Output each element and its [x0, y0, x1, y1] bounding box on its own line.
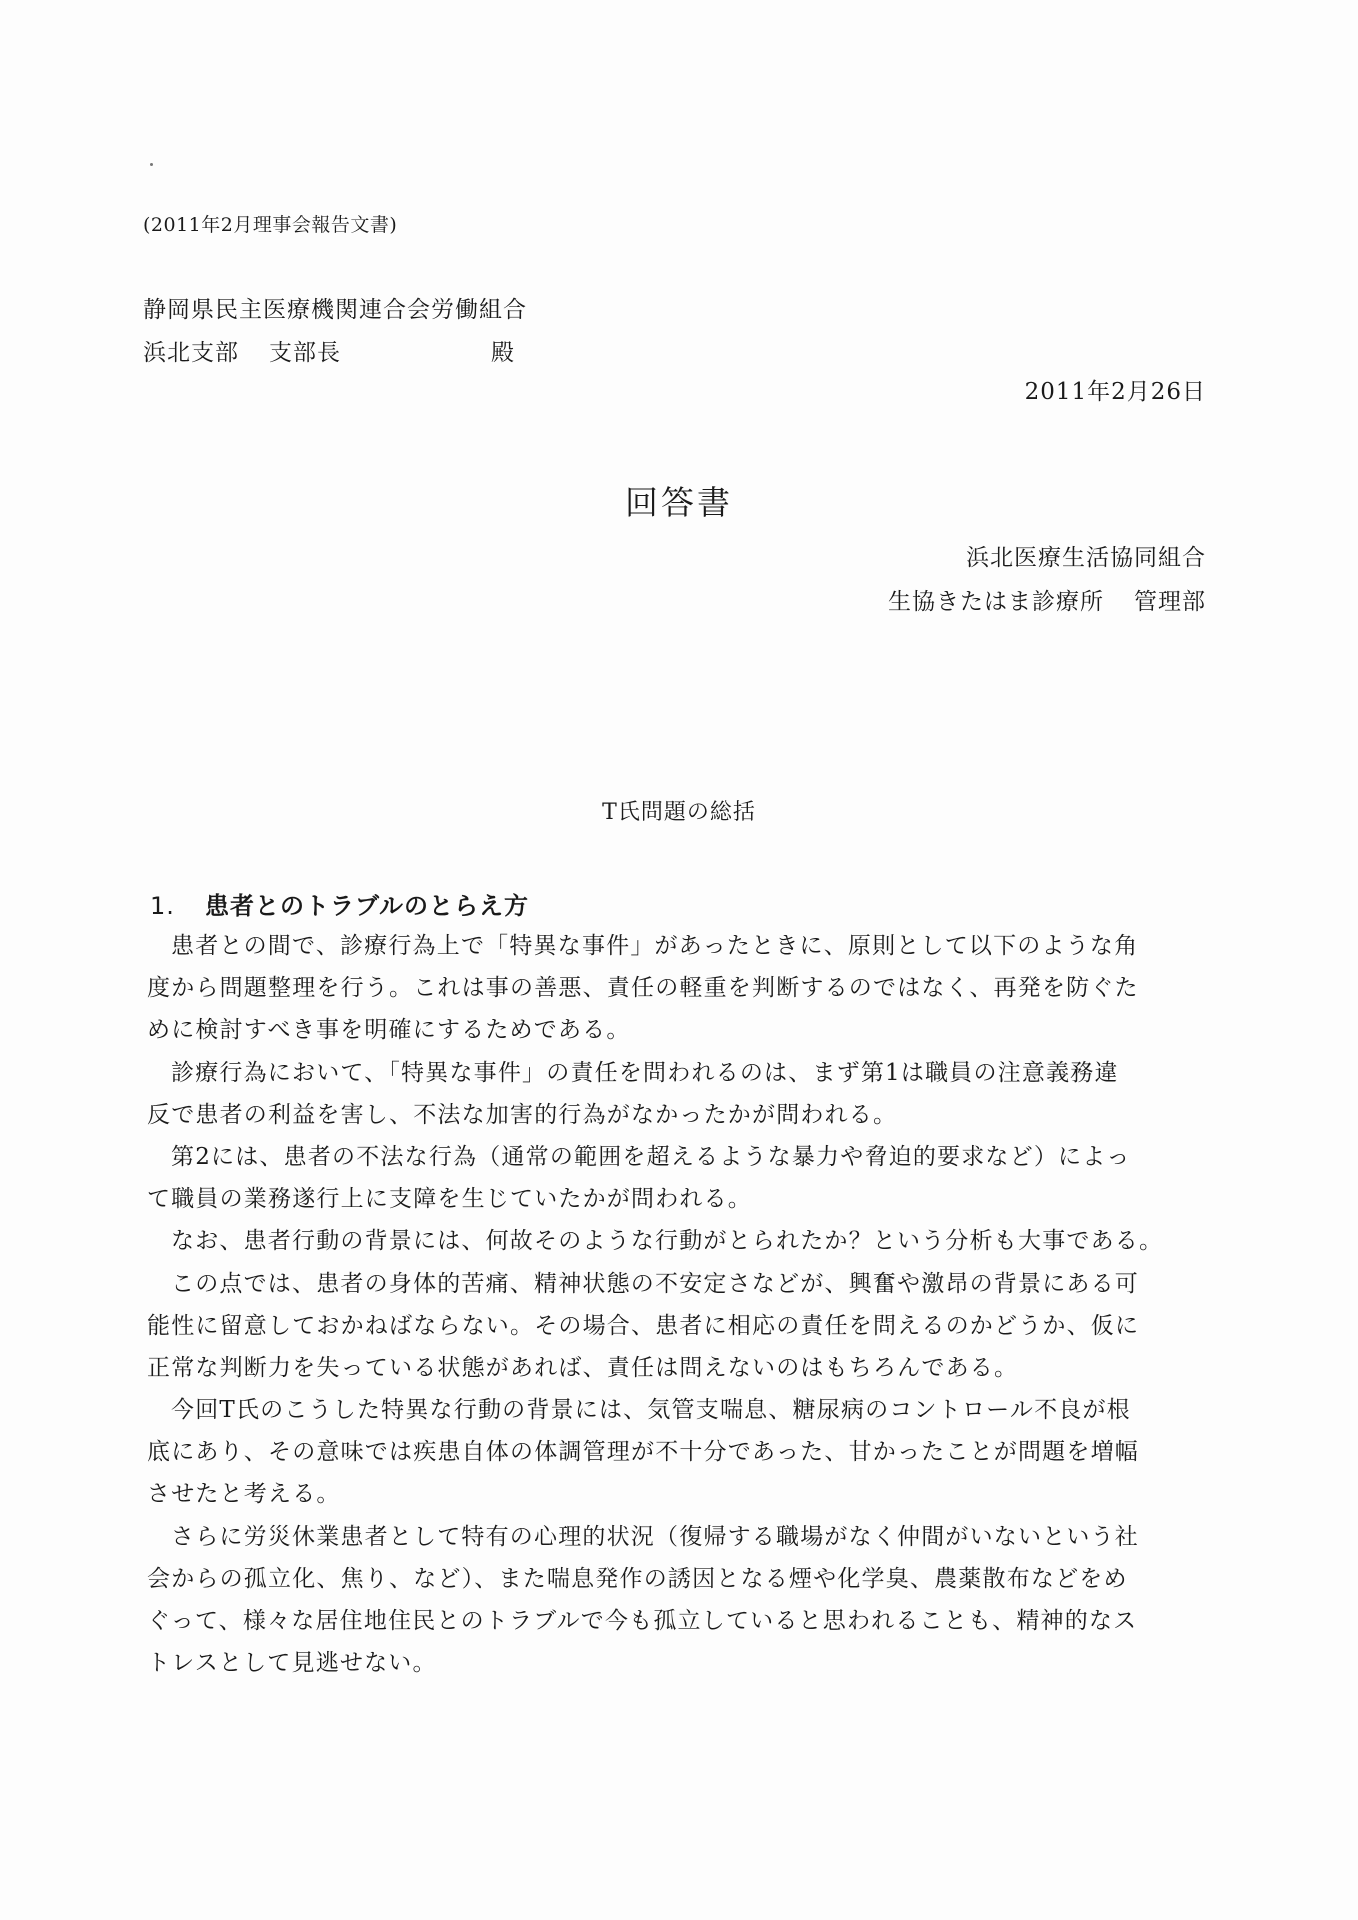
- subsection-title: [150, 886, 529, 921]
- section-heading: T氏問題の総括: [602, 800, 756, 825]
- body-line: なお、患者行動の背景には、何故そのような行動がとられたか？という分析も大事である。: [171, 1228, 1164, 1255]
- sender-clinic: [888, 583, 1206, 616]
- sender-org: 生協きたはま診療所: [888, 589, 1104, 615]
- addressee-branch-name: 浜北支部: [143, 340, 239, 366]
- scan-speck: [150, 163, 153, 166]
- body-line: トレスとして見逃せない。: [147, 1650, 437, 1677]
- body-line: ぐって、様々な居住地住民とのトラブルで今も孤立していると思われることも、精神的なス: [147, 1608, 1138, 1634]
- body-line: 診療行為において、「特異な事件」の責任を問われるのは、まず第1は職員の注意義務違: [171, 1059, 1119, 1086]
- body-line: て職員の業務遂行上に支障を生じていたかが問われる。: [147, 1186, 752, 1213]
- body-line: 第2には、患者の不法な行為（通常の範囲を超えるような暴力や脅迫的要求など）によっ: [171, 1143, 1131, 1170]
- document-title: 回答書: [625, 483, 733, 522]
- body-line: 今回T氏のこうした特異な行動の背景には、気管支喘息、糖尿病のコントロール不良が根: [171, 1397, 1131, 1424]
- body-text: [147, 925, 1211, 1684]
- document-date: 2011年2月26日: [1024, 379, 1206, 405]
- subsection-number: 1.: [150, 892, 175, 920]
- addressee-branch: [143, 334, 515, 367]
- body-line: この点では、患者の身体的苦痛、精神状態の不安定さなどが、興奮や激昂の背景にある可: [171, 1270, 1139, 1297]
- addressee-honorific: 殿: [491, 340, 515, 366]
- body-line: さらに労災休業患者として特有の心理的状況（復帰する職場がなく仲間がいないという社: [171, 1523, 1139, 1550]
- body-line: 患者との間で、診療行為上で「特異な事件」があったときに、原則として以下のような角: [171, 933, 1139, 959]
- sender-cooperative: 浜北医療生活協同組合: [966, 545, 1206, 571]
- subsection-title-text: 患者とのトラブルのとらえ方: [205, 892, 530, 920]
- sender-dept: 管理部: [1134, 589, 1206, 615]
- body-line: 能性に留意しておかねばならない。その場合、患者に相応の責任を問えるのかどうか、仮に: [147, 1312, 1140, 1339]
- body-line: 度から問題整理を行う。これは事の善悪、責任の軽重を判断するのではなく、再発を防ぐた: [147, 975, 1139, 1002]
- body-line: 会からの孤立化、焦り、など）、また喘息発作の誘因となる煙や化学臭、農薬散布などをめ: [147, 1565, 1128, 1592]
- body-line: 正常な判断力を失っている状態があれば、責任は問えないのはもちろんである。: [147, 1354, 1019, 1381]
- report-note: (2011年2月理事会報告文書): [143, 214, 398, 236]
- addressee-role: 支部長: [269, 340, 341, 366]
- body-line: 底にあり、その意味では疾患自体の体調管理が不十分であった、甘かったことが問題を増幅: [147, 1439, 1139, 1466]
- body-line: めに検討すべき事を明確にするためである。: [147, 1017, 631, 1044]
- addressee-union: 静岡県民主医療機関連合会労働組合: [143, 297, 527, 323]
- body-line: させたと考える。: [147, 1481, 341, 1508]
- body-line: 反で患者の利益を害し、不法な加害的行為がなかったかが問われる。: [147, 1101, 898, 1128]
